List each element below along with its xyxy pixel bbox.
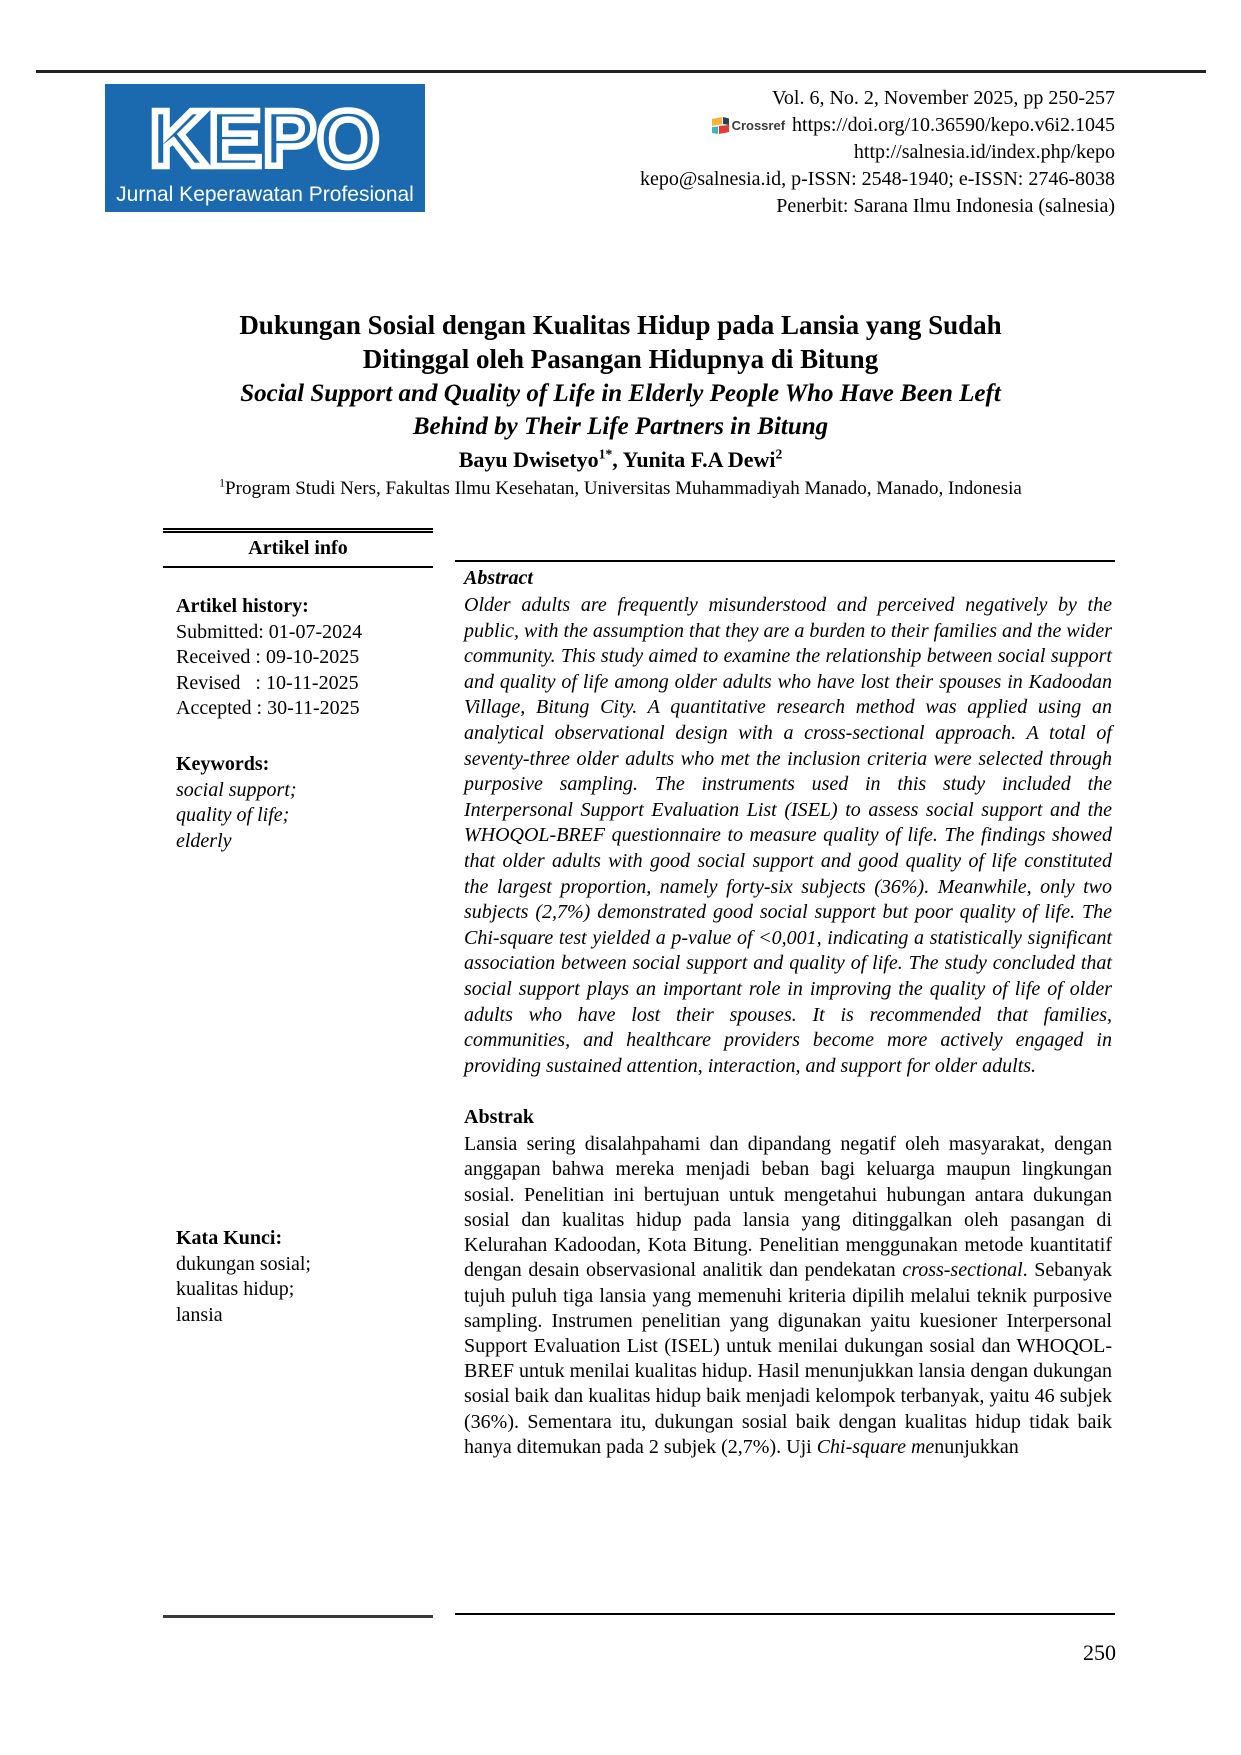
title-block xyxy=(130,308,1111,502)
article-title-id xyxy=(130,308,1111,376)
keyword-item: elderly xyxy=(176,829,232,852)
journal-site-link[interactable]: http://salnesia.id/index.php/kepo xyxy=(853,141,1115,163)
keyword-item: quality of life; xyxy=(176,804,290,826)
kata-kunci-item: kualitas hidup; xyxy=(176,1278,295,1300)
article-title-id-line2: Ditinggal oleh Pasangan Hidupnya di Bitung xyxy=(362,344,879,374)
affiliation-line xyxy=(130,476,1111,502)
kata-kunci-item: lansia xyxy=(176,1303,223,1326)
crossref-badge xyxy=(712,112,785,139)
right-column-bottom-rule xyxy=(455,1613,1115,1615)
issn-line: kepo@salnesia.id, p-ISSN: 2548-1940; e-ISSN: 2746-8038 xyxy=(639,168,1115,190)
kata-kunci-label: Kata Kunci: xyxy=(176,1227,283,1249)
artikel-history-block xyxy=(176,594,426,722)
keyword-item: social support; xyxy=(176,778,297,801)
abstract-id-part1: Lansia sering disalahpahami dan dipandang negatif oleh masyarakat, dengan anggapan bahwa mereka menjadi beban bagi keluarga maupun lingkungan sosial. Penelitian ini bertujuan untuk mengetahui hubungan antara dukungan sosial dan kualitas hidup pada lansia yang ditinggalkan oleh pasangan di Kelurahan Kadoodan, Kota Bitung. Penelitian menggunakan metode kuantitatif dengan desain observasional analitik dan pendekatan xyxy=(464,1133,1112,1282)
logo-subtitle: Jurnal Keperawatan Profesional xyxy=(116,183,414,206)
crossref-icon xyxy=(712,117,729,135)
kata-kunci-block xyxy=(176,1226,426,1328)
author-2-name: Yunita F.A Dewi xyxy=(622,447,776,472)
abstract-en-text: Older adults are frequently misunderstood and perceived negatively by the public, with the assumption that they are a burden to their families and the wider community. This study aimed to examine the relationship between social support and quality of life among older adults who have lost their spouses in Kadoodan Village, Bitung City. A quantitative research method was applied using an analytical observational design with a cross-sectional approach. A total of seventy-three older adults who met the inclusion criteria were selected through purposive sampling. The instruments used in this study included the Interpersonal Support Evaluation List (ISEL) to assess social support and the WHOQOL-BREF questionnaire to measure quality of life. The findings showed that older adults with good social support and good quality of life constituted the largest proportion, namely forty-six subjects (36%). Meanwhile, only two subjects (2,7%) demonstrated good social support but poor quality of life. The Chi-square test yielded a p-value of <0,001, indicating a statistically significant association between social support and quality of life. The study concluded that social support plays an important role in improving the quality of life of older adults who have lost their spouses. It is recommended that families, communities, and healthcare providers become more actively engaged in providing sustained attention, interaction, and support for older adults. xyxy=(464,594,1112,1077)
authors-line xyxy=(130,446,1111,474)
author-2-superscript: 2 xyxy=(775,446,783,462)
history-submitted: Submitted: 01-07-2024 xyxy=(176,620,363,643)
abstract-id-part3: nunjukkan xyxy=(934,1435,1019,1458)
abstract-id-italic1: cross-sectional xyxy=(902,1259,1023,1282)
abstract-id-heading: Abstrak xyxy=(464,1106,535,1129)
keywords-label: Keywords: xyxy=(176,753,270,775)
affiliation-superscript: 1 xyxy=(219,476,226,490)
article-title-en xyxy=(130,377,1111,443)
journal-header-meta xyxy=(560,85,1115,220)
kata-kunci-item: dukungan sosial; xyxy=(176,1252,311,1275)
artikel-info-header: Artikel info xyxy=(163,528,433,568)
volume-issue-line: Vol. 6, No. 2, November 2025, pp 250-257 xyxy=(772,87,1115,109)
doi-link[interactable]: https://doi.org/10.36590/kepo.v6i2.1045 xyxy=(792,114,1115,136)
author-1-name: Bayu Dwisetyo xyxy=(458,447,599,472)
abstract-id-part2: . Sebanyak tujuh puluh tiga lansia yang memenuhi kriteria dipilih melalui teknik purposive sampling. Instrumen penelitian yang digunakan yaitu kuesioner Interpersonal Support Evaluation List (ISEL) untuk menilai dukungan sosial dan WHOQOL-BREF untuk menilai kualitas hidup. Hasil menunjukkan lansia dengan dukungan sosial baik dan kualitas hidup baik menjadi kelompok terbanyak, yaitu 46 subjek (36%). Sementara itu, dukungan sosial baik dengan kualitas hidup tidak baik hanya ditemukan pada 2 subjek (2,7%). Uji xyxy=(464,1259,1112,1458)
crossref-label: Crossref xyxy=(731,118,786,133)
abstract-column xyxy=(455,560,1115,1460)
artikel-history-label: Artikel history: xyxy=(176,595,309,617)
kepo-logo-graphic xyxy=(105,84,425,212)
page-number: 250 xyxy=(1083,1640,1116,1665)
logo-acronym: KEPO xyxy=(149,94,381,183)
article-title-en-line1: Social Support and Quality of Life in Elderly People Who Have Been Left xyxy=(240,380,1001,407)
article-title-en-line2: Behind by Their Life Partners in Bitung xyxy=(412,413,829,440)
author-separator: , xyxy=(612,447,623,472)
left-column-bottom-rule xyxy=(163,1615,433,1618)
journal-logo xyxy=(105,84,425,212)
publisher-line: Penerbit: Sarana Ilmu Indonesia (salnesia) xyxy=(776,195,1115,217)
history-accepted: Accepted : 30-11-2025 xyxy=(176,697,360,719)
header-top-rule xyxy=(36,70,1206,73)
abstract-en-heading: Abstract xyxy=(464,567,533,589)
article-title-id-line1: Dukungan Sosial dengan Kualitas Hidup pada Lansia yang Sudah xyxy=(239,310,1002,340)
affiliation-text: Program Studi Ners, Fakultas Ilmu Kesehatan, Universitas Muhammadiyah Manado, Manado, Indonesia xyxy=(225,478,1022,499)
abstract-id-text xyxy=(464,1132,1112,1460)
doi-row xyxy=(560,112,1115,139)
history-revised: Revised : 10-11-2025 xyxy=(176,671,359,694)
abstract-id-italic2: Chi-square me xyxy=(816,1435,935,1458)
keywords-block xyxy=(176,752,426,854)
author-1-superscript: 1* xyxy=(598,446,613,462)
history-received: Received : 09-10-2025 xyxy=(176,646,360,668)
